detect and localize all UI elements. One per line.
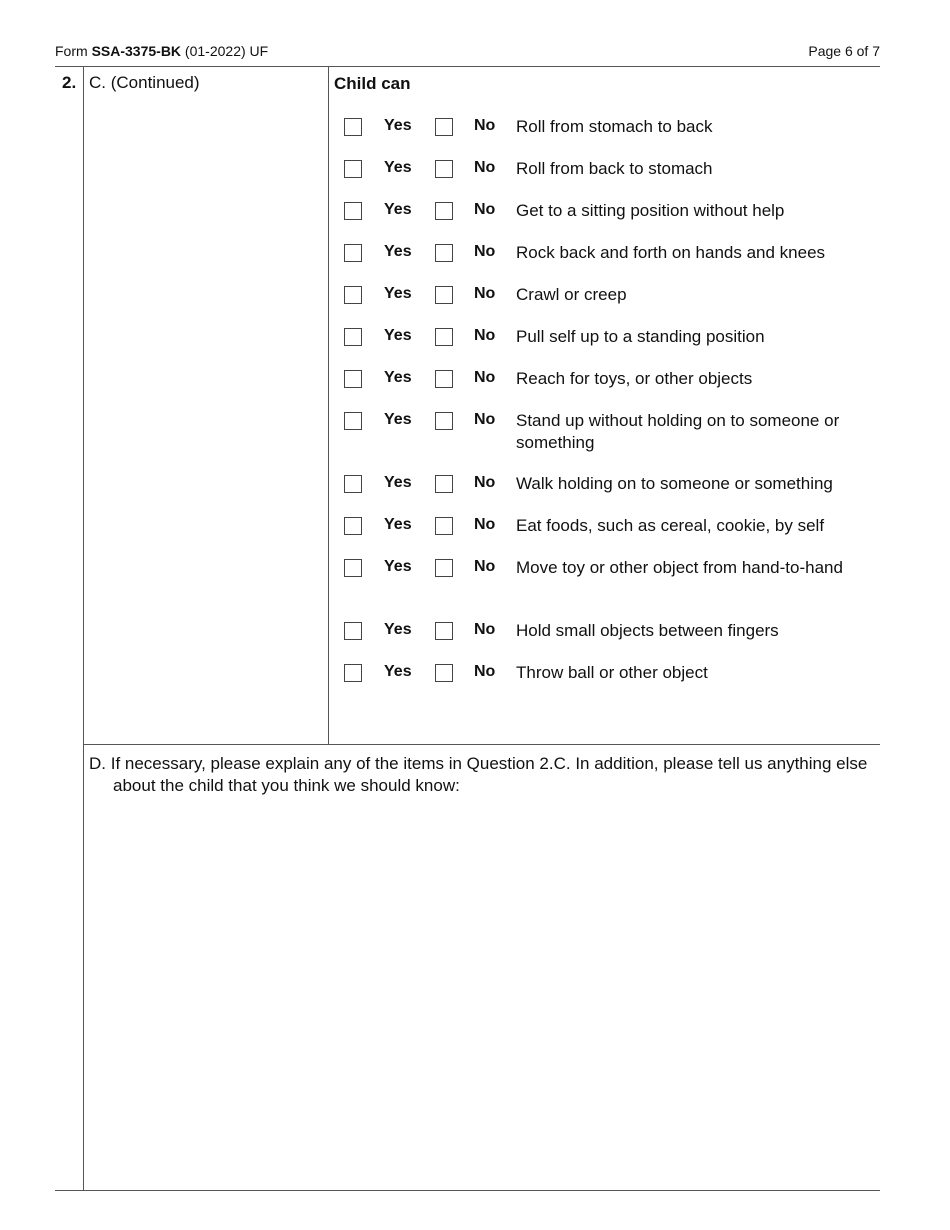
section-d-prompt: D. If necessary, please explain any of the items in Question 2.C. In addition, please tell us anything else about the child that you think we should know: (89, 754, 868, 795)
no-checkbox[interactable] (435, 412, 453, 430)
ability-item-label: Move toy or other object from hand-to-hand (516, 558, 843, 577)
yes-checkbox[interactable] (344, 412, 362, 430)
yes-checkbox[interactable] (344, 622, 362, 640)
question-number: 2. (62, 73, 77, 92)
no-label: No (474, 243, 496, 260)
yes-label: Yes (384, 159, 412, 176)
yes-checkbox[interactable] (344, 118, 362, 136)
section-d-top-rule (84, 744, 880, 745)
ability-item-label: Eat foods, such as cereal, cookie, by self (516, 516, 825, 535)
yes-label: Yes (384, 285, 412, 302)
ability-item-label: Pull self up to a standing position (516, 327, 765, 346)
ability-item-label: Reach for toys, or other objects (516, 369, 753, 388)
no-label: No (474, 516, 496, 533)
no-checkbox[interactable] (435, 475, 453, 493)
yes-label: Yes (384, 201, 412, 218)
no-label: No (474, 285, 496, 302)
yes-checkbox[interactable] (344, 202, 362, 220)
yes-label: Yes (384, 369, 412, 386)
checklist-row (344, 202, 874, 242)
yes-checkbox[interactable] (344, 244, 362, 262)
no-label: No (474, 201, 496, 218)
yes-checkbox[interactable] (344, 559, 362, 577)
no-checkbox[interactable] (435, 622, 453, 640)
section-d-answer-area[interactable] (89, 805, 874, 1185)
yes-label: Yes (384, 117, 412, 134)
checklist-row (344, 118, 874, 158)
checklist-row (344, 559, 874, 599)
checklist-row (344, 160, 874, 200)
ability-item-label: Walk holding on to someone or something (516, 474, 833, 493)
ability-item-label: Throw ball or other object (516, 663, 708, 682)
no-checkbox[interactable] (435, 517, 453, 535)
ability-item-label: Roll from stomach to back (516, 117, 713, 136)
yes-label: Yes (384, 327, 412, 344)
form-id: SSA-3375-BK (91, 43, 182, 59)
no-checkbox[interactable] (435, 202, 453, 220)
no-label: No (474, 558, 496, 575)
yes-checkbox[interactable] (344, 517, 362, 535)
header-rule (55, 66, 880, 67)
ability-item-label: Get to a sitting position without help (516, 201, 785, 220)
no-checkbox[interactable] (435, 559, 453, 577)
checklist-row (344, 412, 874, 452)
ability-item-label: Roll from back to stomach (516, 159, 713, 178)
ability-item-label: Rock back and forth on hands and knees (516, 243, 826, 262)
yes-label: Yes (384, 516, 412, 533)
yes-checkbox[interactable] (344, 328, 362, 346)
no-checkbox[interactable] (435, 286, 453, 304)
checklist-row (344, 517, 874, 557)
ability-item-label: Hold small objects between fingers (516, 621, 779, 640)
yes-label: Yes (384, 558, 412, 575)
yes-label: Yes (384, 411, 412, 428)
yes-checkbox[interactable] (344, 286, 362, 304)
no-label: No (474, 327, 496, 344)
yes-checkbox[interactable] (344, 664, 362, 682)
checklist-row (344, 244, 874, 284)
no-label: No (474, 117, 496, 134)
no-checkbox[interactable] (435, 244, 453, 262)
page-number: Page 6 of 7 (808, 43, 880, 59)
ability-item-label: Stand up without holding on to someone or something (516, 411, 840, 452)
yes-checkbox[interactable] (344, 475, 362, 493)
checklist-row (344, 328, 874, 368)
no-label: No (474, 474, 496, 491)
checklist-row (344, 286, 874, 326)
no-checkbox[interactable] (435, 118, 453, 136)
child-can-heading: Child can (334, 74, 411, 93)
checklist-row (344, 475, 874, 515)
no-checkbox[interactable] (435, 328, 453, 346)
section-c-label: C. (Continued) (89, 73, 200, 92)
yes-checkbox[interactable] (344, 160, 362, 178)
form-identifier: Form SSA-3375-BK (01-2022) UF (55, 43, 269, 59)
yes-checkbox[interactable] (344, 370, 362, 388)
yes-label: Yes (384, 621, 412, 638)
checklist-row (344, 664, 874, 704)
no-label: No (474, 411, 496, 428)
yes-label: Yes (384, 474, 412, 491)
yes-label: Yes (384, 243, 412, 260)
yes-label: Yes (384, 663, 412, 680)
ability-item-label: Crawl or creep (516, 285, 627, 304)
no-checkbox[interactable] (435, 664, 453, 682)
checklist-row (344, 622, 874, 662)
left-column-divider (83, 67, 84, 1191)
middle-column-divider (328, 67, 329, 744)
no-checkbox[interactable] (435, 370, 453, 388)
no-checkbox[interactable] (435, 160, 453, 178)
no-label: No (474, 663, 496, 680)
no-label: No (474, 369, 496, 386)
checklist-row (344, 370, 874, 410)
no-label: No (474, 621, 496, 638)
footer-rule (55, 1190, 880, 1191)
no-label: No (474, 159, 496, 176)
